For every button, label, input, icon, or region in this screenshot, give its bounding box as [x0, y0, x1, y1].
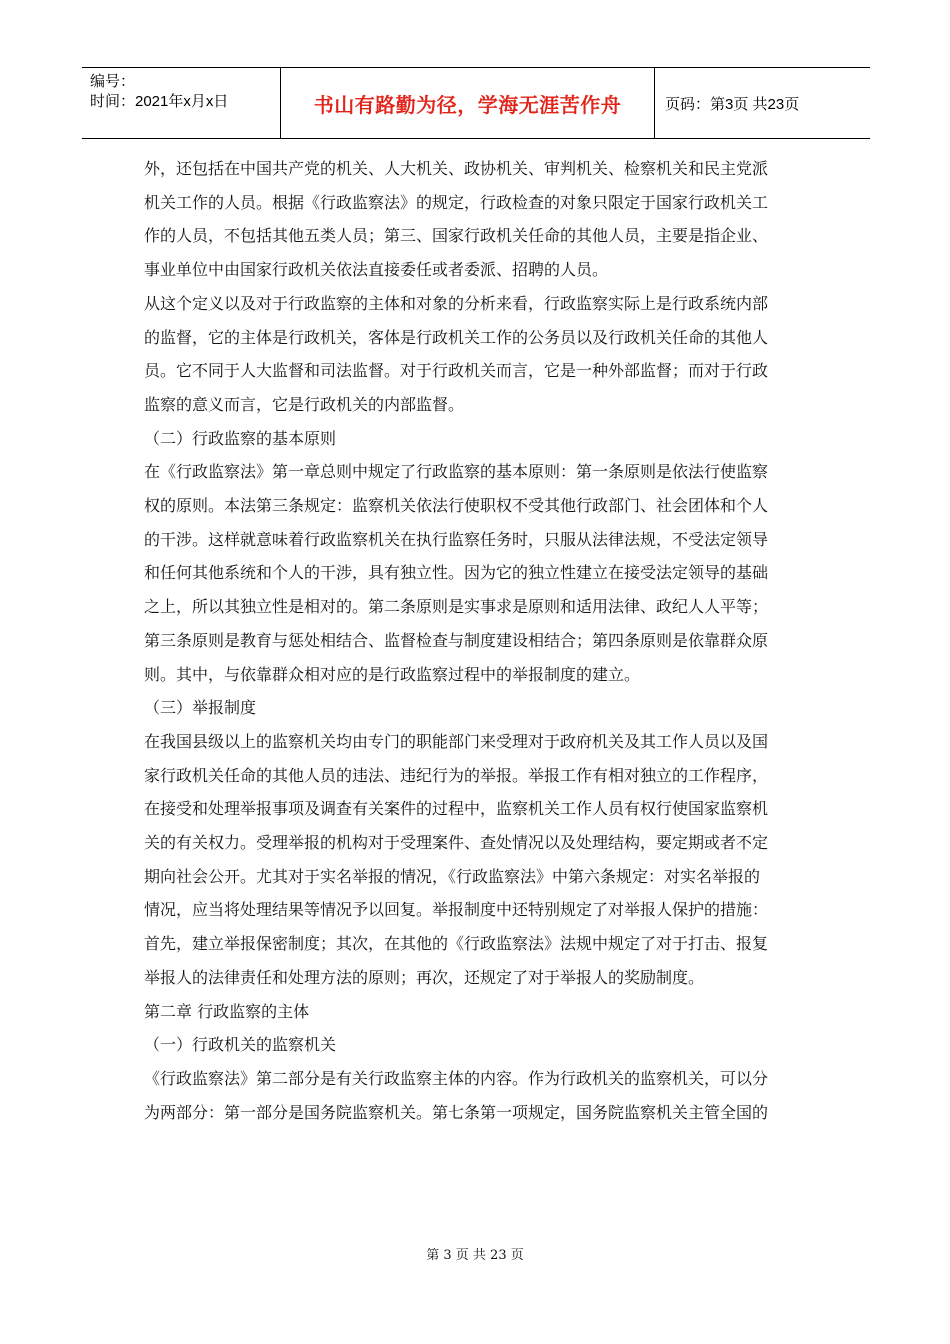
body-line: 员。它不同于人大监督和司法监督。对于行政机关而言，它是一种外部监督；而对于行政 [144, 361, 769, 381]
body-line: 关的有关权力。受理举报的机构对于受理案件、查处情况以及处理结构，要定期或者不定 [144, 833, 769, 853]
document-body [144, 152, 810, 1129]
page-footer: 第 3 页 共 23 页 [426, 1248, 524, 1263]
body-line: 在我国县级以上的监察机关均由专门的职能部门来受理对于政府机关及其工作人员以及国 [144, 731, 769, 751]
body-line: 的监督，它的主体是行政机关，客体是行政机关工作的公务员以及行政机关任命的其他人 [144, 327, 769, 347]
document-time-label: 时间：2021年x月x日 [90, 93, 229, 110]
body-line: 权的原则。本法第三条规定：监察机关依法行使职权不受其他行政部门、社会团体和个人 [144, 496, 769, 516]
body-line: 监察的意义而言，它是行政机关的内部监督。 [144, 394, 465, 414]
body-line: 作的人员，不包括其他五类人员；第三、国家行政机关任命的其他人员，主要是指企业、 [144, 226, 769, 246]
header-page-info: 页码：第3页 共23页 [665, 95, 800, 113]
body-line: 第三条原则是教育与惩处相结合、监督检查与制度建设相结合；第四条原则是依靠群众原 [144, 630, 769, 650]
body-line: 机关工作的人员。根据《行政监察法》的规定，行政检查的对象只限定于国家行政机关工 [144, 192, 769, 212]
body-line: 首先，建立举报保密制度；其次，在其他的《行政监察法》法规中规定了对于打击、报复 [144, 934, 769, 954]
header-motto: 书山有路勤为径，学海无涯苦作舟 [281, 68, 655, 138]
body-line: 之上，所以其独立性是相对的。第二条原则是实事求是原则和适用法律、政纪人人平等； [144, 597, 769, 617]
document-number-label: 编号： [90, 73, 136, 90]
body-line: 《行政监察法》第二部分是有关行政监察主体的内容。作为行政机关的监察机关，可以分 [144, 1068, 769, 1088]
section-heading: （一）行政机关的监察机关 [144, 1035, 337, 1055]
body-line: 和任何其他系统和个人的干涉，具有独立性。因为它的独立性建立在接受法定领导的基础 [144, 563, 769, 583]
page-header [82, 67, 870, 139]
body-line: 举报人的法律责任和处理方法的原则；再次，还规定了对于举报人的奖励制度。 [144, 967, 705, 987]
body-line: 事业单位中由国家行政机关依法直接委任或者委派、招聘的人员。 [144, 260, 609, 280]
body-line: 的干涉。这样就意味着行政监察机关在执行监察任务时，只服从法律法规，不受法定领导 [144, 529, 769, 549]
body-line: 情况，应当将处理结果等情况予以回复。举报制度中还特别规定了对举报人保护的措施： [144, 900, 769, 920]
section-heading: （二）行政监察的基本原则 [144, 428, 337, 448]
body-line: 家行政机关任命的其他人员的违法、违纪行为的举报。举报工作有相对独立的工作程序， [144, 765, 769, 785]
body-line: 在《行政监察法》第一章总则中规定了行政监察的基本原则：第一条原则是依法行使监察 [144, 462, 769, 482]
body-line: 外，还包括在中国共产党的机关、人大机关、政协机关、审判机关、检察机关和民主党派 [144, 159, 769, 178]
chapter-heading: 第二章 行政监察的主体 [144, 1001, 310, 1021]
section-heading: （三）举报制度 [144, 698, 257, 718]
body-line: 则。其中，与依靠群众相对应的是行政监察过程中的举报制度的建立。 [144, 664, 641, 684]
body-line: 期向社会公开。尤其对于实名举报的情况，《行政监察法》中第六条规定：对实名举报的 [144, 866, 761, 886]
body-line: 为两部分：第一部分是国务院监察机关。第七条第一项规定，国务院监察机关主管全国的 [144, 1102, 769, 1122]
body-line: 从这个定义以及对于行政监察的主体和对象的分析来看，行政监察实际上是行政系统内部 [144, 293, 769, 313]
body-line: 在接受和处理举报事项及调查有关案件的过程中，监察机关工作人员有权行使国家监察机 [144, 799, 769, 819]
header-meta [82, 68, 281, 138]
